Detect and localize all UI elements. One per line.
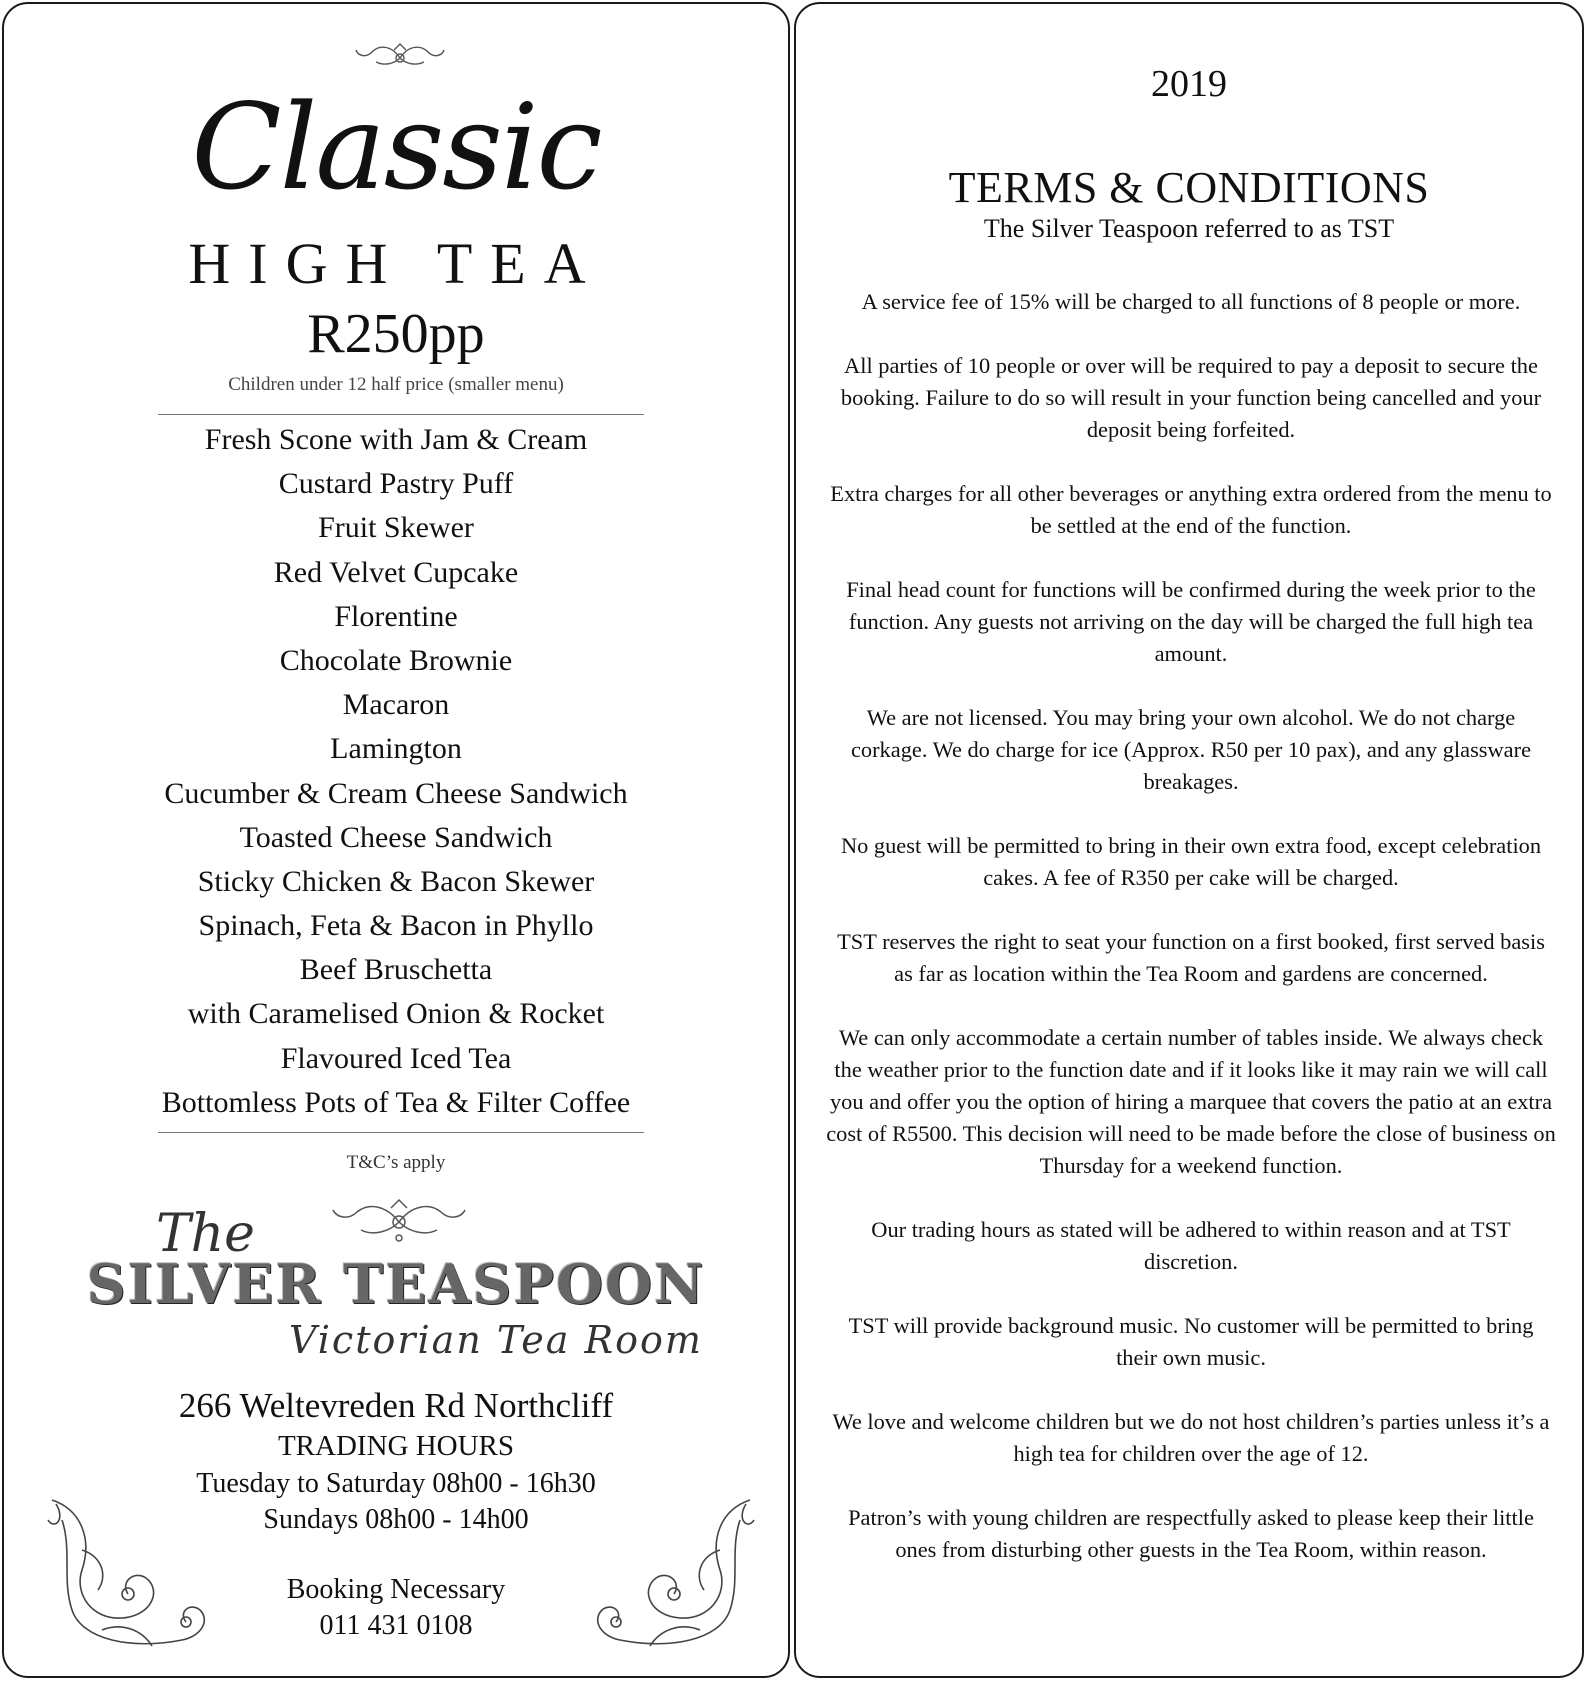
title-script: Classic xyxy=(191,78,601,216)
price: R250pp xyxy=(307,303,485,365)
menu-item: Custard Pastry Puff xyxy=(278,467,514,501)
menu-item: Flavoured Iced Tea xyxy=(280,1041,512,1075)
menu-panel xyxy=(2,2,790,1678)
menu-item: Red Velvet Cupcake xyxy=(273,555,519,589)
terms-paragraph: TST reserves the right to seat your function on a first booked, first served basis as far as location within the Tea Room and gardens are concerned. xyxy=(837,929,1545,986)
divider xyxy=(158,1132,644,1133)
logo-subtitle: Victorian Tea Room xyxy=(289,1318,703,1362)
trading-hours-title: TRADING HOURS xyxy=(277,1430,515,1462)
terms-paragraph: Our trading hours as stated will be adhered to within reason and at TST discretion. xyxy=(871,1217,1511,1274)
booking-note: Booking Necessary xyxy=(286,1574,506,1605)
terms-paragraph: We can only accommodate a certain number of tables inside. We always check the weather prior to the function date and if it looks like it may rain we will call you and offer you the option of hiring a marquee that covers the patio at an extra cost of R5500. This decision will need to be made before the close of business on Thursday for a weekend function. xyxy=(826,1025,1556,1178)
menu-item: Chocolate Brownie xyxy=(279,643,513,677)
menu-item: Lamington xyxy=(330,732,462,766)
terms-subtitle: The Silver Teaspoon referred to as TST xyxy=(983,214,1395,243)
menu-item: with Caramelised Onion & Rocket xyxy=(187,997,605,1031)
phone-number: 011 431 0108 xyxy=(319,1610,473,1641)
hours-weekdays: Tuesday to Saturday 08h00 - 16h30 xyxy=(196,1468,596,1499)
tc-apply-note: T&C’s apply xyxy=(346,1152,446,1173)
terms-paragraph: We love and welcome children but we do not host children’s parties unless it’s a high tea for children over the age of 12. xyxy=(832,1409,1550,1466)
logo-name: SILVER TEASPOON xyxy=(86,1252,706,1316)
hours-sunday: Sundays 08h00 - 14h00 xyxy=(263,1504,529,1535)
terms-panel xyxy=(794,2,1584,1678)
logo-the: The xyxy=(156,1204,255,1264)
terms-paragraph: Final head count for functions will be confirmed during the week prior to the function. Any guests not arriving on the day will be charged the full high tea amount. xyxy=(846,577,1536,666)
year: 2019 xyxy=(1151,63,1227,105)
divider xyxy=(158,414,644,415)
menu-item: Sticky Chicken & Bacon Skewer xyxy=(197,864,595,898)
menu-list xyxy=(4,418,788,1125)
scroll-ornament-icon xyxy=(42,1490,214,1662)
terms-paragraph: We are not licensed. You may bring your own alcohol. We do not charge corkage. We do charge for ice (Approx. R50 per 10 pax), and any glassware breakages. xyxy=(850,705,1532,794)
terms-paragraph: No guest will be permitted to bring in their own extra food, except celebration cakes. A fee of R350 per cake will be charged. xyxy=(840,833,1542,890)
terms-paragraph: A service fee of 15% will be charged to all functions of 8 people or more. xyxy=(861,289,1521,314)
menu-item: Toasted Cheese Sandwich xyxy=(239,820,553,854)
terms-paragraph: Patron’s with young children are respectfully asked to please keep their little ones from disturbing other guests in the Tea Room, within reason. xyxy=(848,1505,1534,1562)
flourish-ornament-icon xyxy=(329,1192,469,1244)
menu-item: Fresh Scone with Jam & Cream xyxy=(204,423,588,456)
terms-list xyxy=(826,286,1556,1598)
terms-paragraph: Extra charges for all other beverages or anything extra ordered from the menu to be settled at the end of the function. xyxy=(830,481,1552,538)
menu-item: Fruit Skewer xyxy=(318,511,474,545)
menu-item: Beef Bruschetta xyxy=(299,953,493,987)
flourish-ornament-icon xyxy=(354,38,446,72)
menu-item: Spinach, Feta & Bacon in Phyllo xyxy=(198,909,594,943)
menu-item: Bottomless Pots of Tea & Filter Coffee xyxy=(161,1085,631,1119)
title-main: HIGH TEA xyxy=(188,231,604,296)
address: 266 Weltevreden Rd Northcliff xyxy=(178,1386,614,1425)
terms-paragraph: All parties of 10 people or over will be required to pay a deposit to secure the booking. Failure to do so will result in your function being cancelled and your deposit being forfeited. xyxy=(840,353,1542,442)
children-note: Children under 12 half price (smaller menu) xyxy=(228,374,564,395)
menu-item: Cucumber & Cream Cheese Sandwich xyxy=(164,776,628,810)
terms-title: TERMS & CONDITIONS xyxy=(948,163,1430,212)
menu-item: Florentine xyxy=(334,599,458,633)
menu-item: Macaron xyxy=(342,688,450,722)
scroll-ornament-icon xyxy=(588,1490,760,1662)
terms-paragraph: TST will provide background music. No customer will be permitted to bring their own music. xyxy=(848,1313,1534,1370)
